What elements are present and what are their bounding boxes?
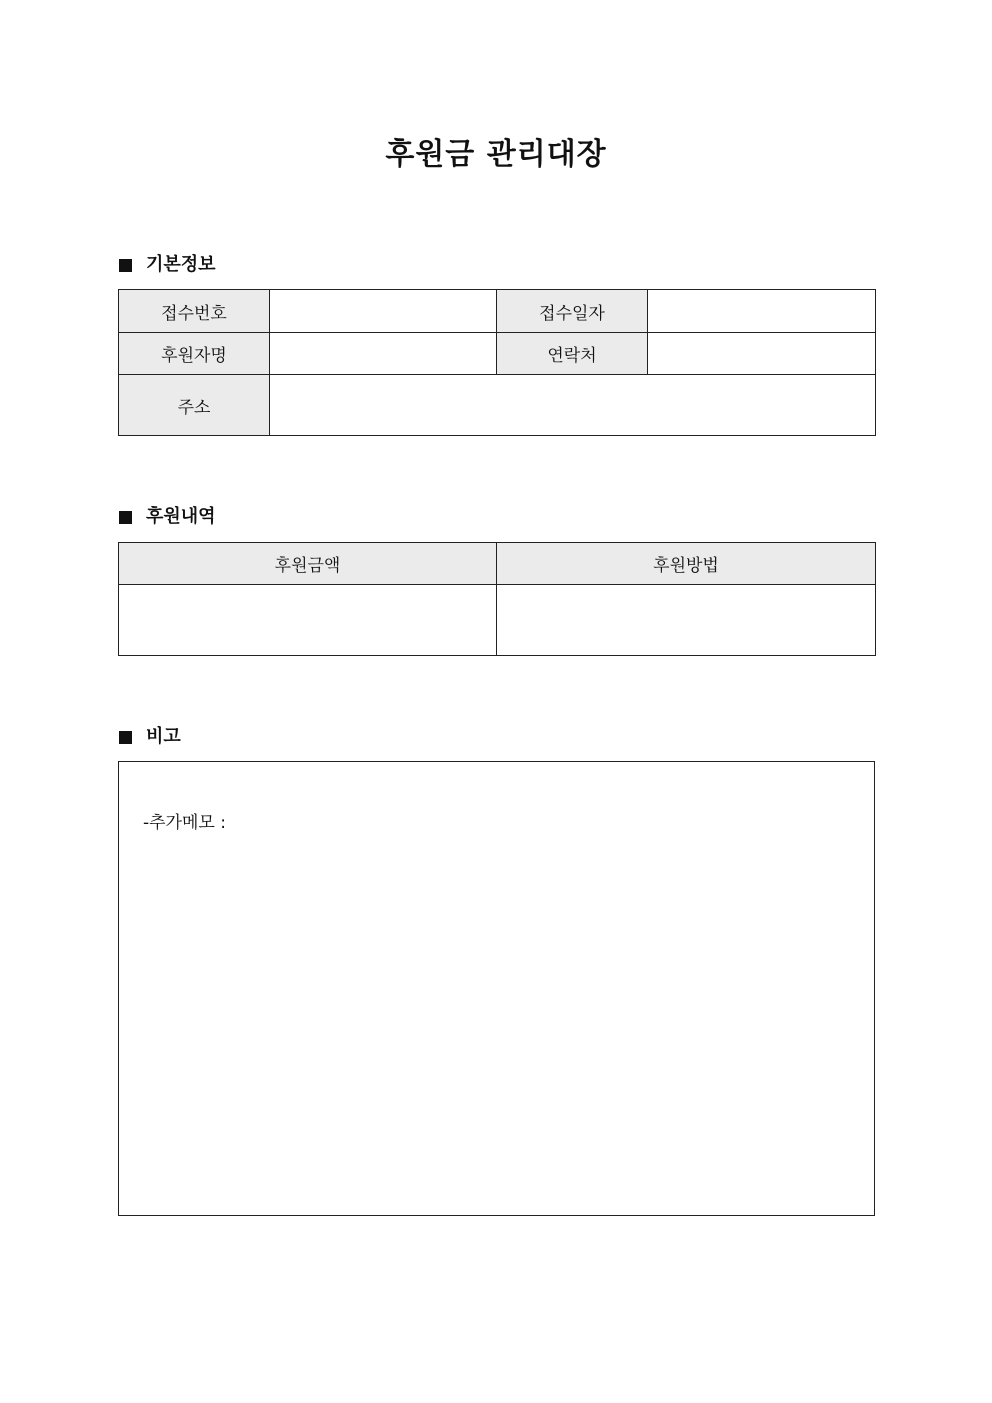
document-title: 후원금 관리대장 [385, 137, 607, 172]
table-header-row [119, 543, 876, 585]
table-row [119, 585, 876, 656]
sponsor-name-field[interactable] [270, 333, 497, 375]
address-field[interactable] [270, 375, 876, 436]
section-heading-label: 비고 [146, 726, 181, 747]
black-square-icon [119, 259, 132, 272]
basic-info-table [118, 289, 876, 436]
receipt-date-field[interactable] [648, 290, 876, 333]
receipt-number-field[interactable] [270, 290, 497, 333]
section-heading-label: 후원내역 [146, 506, 216, 527]
receipt-number-label: 접수번호 [119, 290, 270, 333]
contact-label: 연락처 [497, 333, 648, 375]
donation-details-table [118, 542, 876, 656]
table-row [119, 290, 876, 333]
donation-amount-header: 후원금액 [119, 543, 497, 585]
section-heading-donation-details [119, 505, 216, 529]
receipt-date-label: 접수일자 [497, 290, 648, 333]
donation-method-header: 후원방법 [497, 543, 876, 585]
donation-method-field[interactable] [497, 585, 876, 656]
contact-field[interactable] [648, 333, 876, 375]
sponsor-name-label: 후원자명 [119, 333, 270, 375]
donation-amount-field[interactable] [119, 585, 497, 656]
black-square-icon [119, 511, 132, 524]
section-heading-label: 기본정보 [146, 254, 216, 275]
section-heading-basic-info [119, 253, 216, 277]
memo-label: -추가메모 : [143, 813, 226, 833]
table-row [119, 333, 876, 375]
black-square-icon [119, 731, 132, 744]
section-heading-remarks [119, 725, 181, 749]
remarks-memo-box[interactable] [118, 761, 875, 1216]
table-row [119, 375, 876, 436]
address-label: 주소 [119, 375, 270, 436]
